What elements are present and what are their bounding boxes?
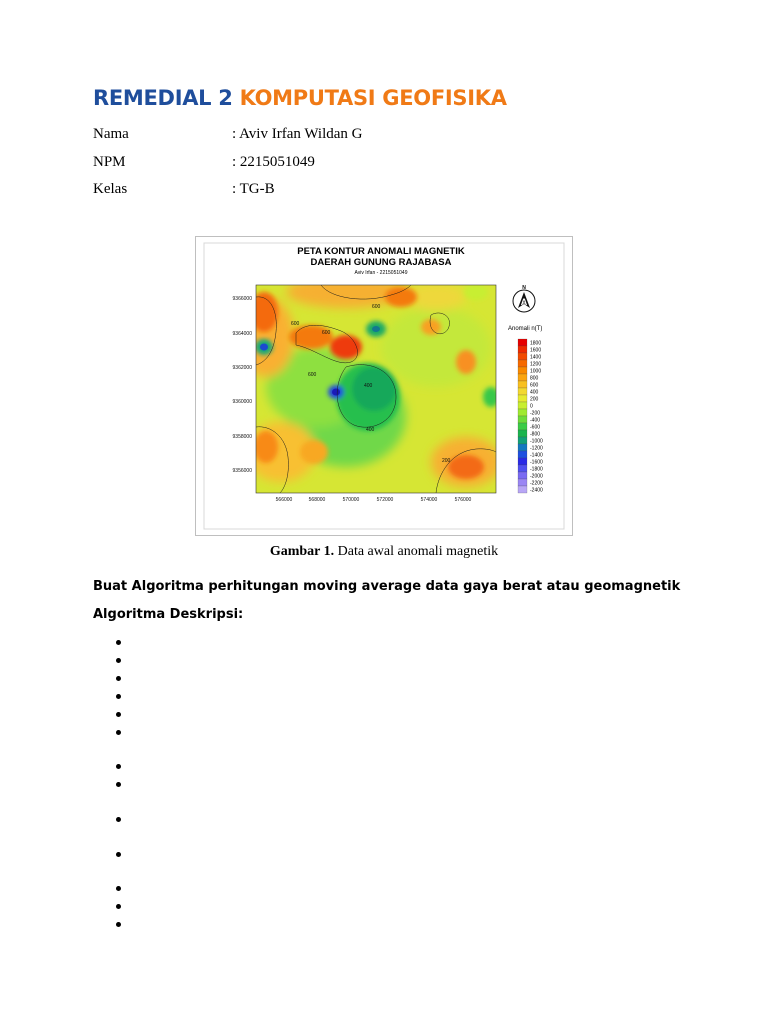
y-tick-label: 9362000 [232,365,252,371]
legend-title: Anomali n(T) [508,326,543,332]
y-tick-label: 9358000 [232,434,252,440]
legend-swatch [518,437,527,444]
list-item-bullet [116,712,121,717]
info-label: Kelas [93,181,128,197]
x-tick-label: 572000 [376,497,394,503]
map-subtitle: Aviv Irfan - 2215051049 [354,270,408,276]
info-value: : TG-B [232,181,275,197]
contour-label: 600 [372,304,381,310]
north-letter: A [520,297,528,307]
title-part-2: KOMPUTASI GEOFISIKA [239,86,507,110]
contour-label: 400 [364,383,373,389]
list-item-bullet [116,904,121,909]
list-item-bullet [116,640,121,645]
legend-value: -1200 [530,445,543,452]
legend-value: -1400 [530,452,543,459]
list-item-bullet [116,676,121,681]
x-tick-label: 570000 [342,497,360,503]
legend-swatch [518,367,527,374]
legend-swatch [518,430,527,437]
contour-label: 400 [366,427,375,433]
list-item-bullet [116,658,121,663]
legend-value: -400 [530,417,541,424]
title-part-1: REMEDIAL 2 [93,86,233,110]
legend-swatch [518,458,527,465]
legend-swatch [518,346,527,353]
legend-value: -1600 [530,459,543,466]
map-title-line2: DAERAH GUNUNG RAJABASA [310,257,452,268]
section-heading: Buat Algoritma perhitungan moving average data gaya berat atau geomagnetik [93,579,681,594]
contour-label: 600 [322,330,331,336]
legend-swatch [518,374,527,381]
contour-label: 600 [291,321,300,327]
list-item-bullet [116,922,121,927]
contour-map-figure [195,236,573,536]
figure-caption [0,544,768,560]
legend-value: -800 [530,431,541,438]
legend-swatch [518,388,527,395]
legend-value: 400 [530,389,539,396]
list-item-bullet [116,817,121,822]
north-label: N [522,285,526,291]
legend-swatch [518,486,527,493]
legend-swatch [518,339,527,346]
legend-value: 600 [530,382,539,389]
legend-swatch [518,353,527,360]
legend-swatch [518,444,527,451]
subsection-heading: Algoritma Deskripsi: [93,607,244,622]
list-item-bullet [116,730,121,735]
contour-label: 600 [308,372,317,378]
color-legend [518,339,543,494]
list-item-bullet [116,886,121,891]
y-tick-label: 9356000 [232,468,252,474]
legend-value: 1400 [530,354,542,361]
contour-label: 200 [442,458,451,464]
list-item-bullet [116,694,121,699]
info-label: NPM [93,154,126,170]
legend-value: 1200 [530,361,542,368]
legend-value: 800 [530,375,539,382]
y-tick-label: 9364000 [232,331,252,337]
legend-value: 0 [530,403,533,410]
legend-value: -1000 [530,438,543,445]
list-item-bullet [116,764,121,769]
list-item-bullet [116,852,121,857]
legend-value: 200 [530,396,539,403]
legend-swatch [518,423,527,430]
legend-value: -2400 [530,487,543,494]
caption-text: Data awal anomali magnetik [334,544,499,559]
legend-value: -2200 [530,480,543,487]
legend-value: 1000 [530,368,542,375]
legend-swatch [518,451,527,458]
legend-value: -2000 [530,473,543,480]
info-label: Nama [93,126,129,142]
info-value: : Aviv Irfan Wildan G [232,126,363,142]
legend-value: -600 [530,424,541,431]
x-tick-label: 568000 [308,497,326,503]
legend-value: 1600 [530,347,542,354]
info-value: : 2215051049 [232,154,315,170]
legend-swatch [518,416,527,423]
y-tick-label: 9360000 [232,399,252,405]
x-tick-label: 574000 [420,497,438,503]
contour-map-svg [196,237,572,535]
legend-value: -200 [530,410,541,417]
legend-swatch [518,360,527,367]
legend-swatch [518,465,527,472]
document-title [93,86,507,110]
legend-value: -1800 [530,466,543,473]
legend-swatch [518,381,527,388]
legend-swatch [518,409,527,416]
legend-swatch [518,472,527,479]
legend-swatch [518,402,527,409]
legend-value: 1800 [530,340,542,347]
legend-swatch [518,395,527,402]
y-tick-label: 9366000 [232,296,252,302]
list-item-bullet [116,782,121,787]
x-tick-label: 566000 [275,497,293,503]
caption-bold: Gambar 1. [269,544,335,559]
map-title-line1: PETA KONTUR ANOMALI MAGNETIK [297,246,465,257]
legend-swatch [518,479,527,486]
x-tick-label: 576000 [454,497,472,503]
